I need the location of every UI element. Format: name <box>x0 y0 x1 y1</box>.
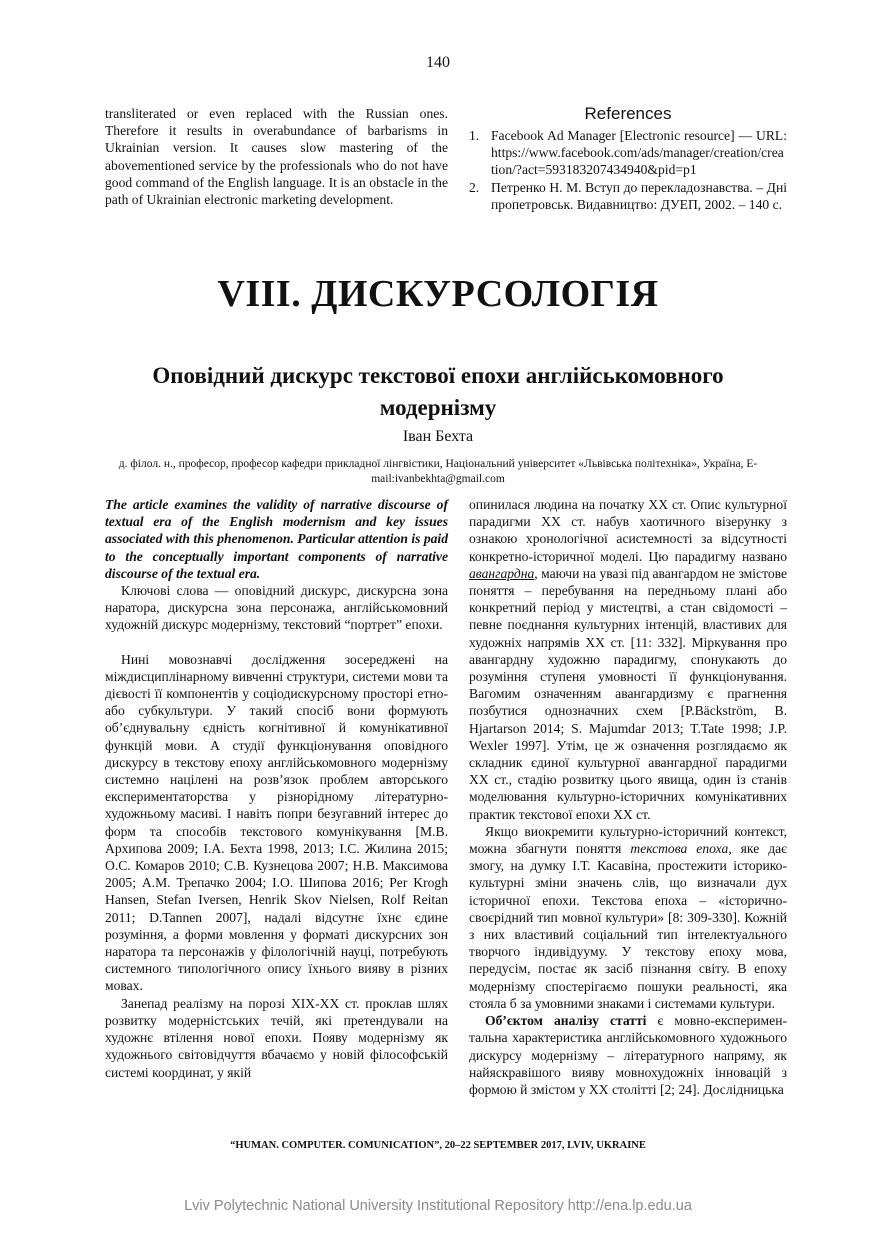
reference-text: Facebook Ad Manager [Electronic resource] — URL: https://www.facebook.com/ads/manager/creation/creation/?act=593183207434940&pid=p1 <box>491 128 787 178</box>
term-textual-era: текстова епоха <box>630 841 729 857</box>
article-title: Оповідний дискурс текстової епохи англійськомовного модернізму <box>152 363 724 420</box>
body-paragraph-4 <box>469 823 787 1012</box>
object-of-analysis-label: Об’єктом аналізу статті <box>485 1013 647 1029</box>
reference-item <box>469 179 787 213</box>
body-paragraph-3 <box>469 496 787 823</box>
body-paragraph-2: Занепад реалізму на порозі XIX-XX ст. проклав шлях розвитку модерністських течій, які претендували на художнє втілення нової епохи. Появу модернізму як художнього світовідчуття вбачаємо у новій філософській системі координат, у якій <box>105 995 448 1080</box>
references-title: References <box>584 104 672 123</box>
conference-footer: “HUMAN. COMPUTER. COMUNICATION”, 20–22 SEPTEMBER 2017, LVIV, UKRAINE <box>230 1140 646 1151</box>
reference-item <box>469 127 787 179</box>
term-avant-garde: авангардна <box>469 565 535 581</box>
author-affiliation: д. філол. н., професор, професор кафедри прикладної лінгвістики, Національний університет «Львівська політехніка», Україна, E-mail:ivanbekhta@gmail.com <box>118 458 758 485</box>
text-run: , яке дає змогу, на думку І.Т. Касавіна, простежити історико-культурні зміни значень слів, що визначали дух історичної епохи. Текстова епоха – «історично-своєрідний тип мовної культури» [8: 309-330]. Кожній з них властивий соціальний тип інтелектуального творчого індивідууму. У текстову епоху мова, передусім, постає як засіб пізнання світу. В епоху модернізму спостерігаємо пошуки реальності, яка стояла б за умовними знаками і системами культури. <box>469 841 787 1011</box>
article-left-column <box>105 496 448 1081</box>
text-run: опинилася людина на початку XX ст. Опис культурної парадигми XX ст. набув хаотичного візерунку з ознакою хронологічної асистемності за відсутності конкретно-історичної моделі. Цю парадигму названо <box>469 497 787 564</box>
body-paragraph-5 <box>469 1012 787 1098</box>
reference-number: 1. <box>469 128 480 143</box>
text-run: Якщо виокремити культурно-історичний контекст, можна збагнути поняття <box>469 823 787 857</box>
article-right-column <box>469 496 787 1098</box>
page-number: 140 <box>426 54 450 71</box>
closing-paragraph: transliterated or even replaced with the Russian ones. Therefore it results in overabundance of barbarisms in Ukrainian version. It causes slow mastering of the abovementioned service by the professionals who do not have good command of the English language. It is an obstacle in the path of Ukrainian electronic marketing development. <box>105 106 448 208</box>
author-name: Іван Бехта <box>402 428 474 445</box>
section-heading: VIII. ДИСКУРСОЛОГІЯ <box>217 273 659 315</box>
body-paragraph-1: Нині мовознавчі дослідження зосереджені на міждисциплінарному вивченні структури, системи мови та дієвості її компонентів у соціодискурсному просторі етно- або субкультури. У такий спосіб вони формують об’єднувальну єдність когнітивної й комунікативної функцій мови. А студії функціонування оповідного дискурсу в текстову епоху англійськомовного модернізму системно націлені на розв’язок проблем авторського експериментаторства у різнорідному літературно-художньому масиві. І навіть попри безугавний інтерес до форм та способів текстового комунікування [М.В. Архипова 2009; І.А. Бехта 1998, 2013; І.С. Жилина 2015; О.С. Комаров 2010; С.В. Кузнецова 2007; Н.В. Максимова 2005; А.М. Трепачко 2004; І.О. Шипова 2016; Per Krogh Hansen, Stefan Iversen, Henrik Skov Nielsen, Rolf Reitan 2011; D.Tannen 2007], надалі відсутнє їхнє єдине розуміння, а форми мовлення у форматі дискурсних зон наратора та персонажів у філологічній науці, потребують системного типологічного опису їхнього вияву в різних мовах. <box>105 651 448 994</box>
reference-number: 2. <box>469 179 480 195</box>
references-list <box>469 127 787 213</box>
text-run: є мовно-експериментальна характеристика англійськомовного художнього дискурсу модернізму – літературного напряму, як найяскравішого вияву мовнохудожніх інновацій з формою й змістом у XX столітті [2; 24]. Дослідницька <box>469 1013 787 1097</box>
spacer <box>105 634 448 651</box>
repository-watermark: Lviv Polytechnic National University Institutional Repository http://ena.lp.edu.ua <box>184 1198 692 1214</box>
text-run: , маючи на увазі під авангардом не змістове поняття – перебування на передньому плані або конкретний період у мистецтві, а стан свідомості – певне поєднання культурних інтенцій, властивих для художніх напрямів XX ст. [11: 332]. Міркування про авангардну художню парадигму, спонукають до розуміння ступеня умовності її функціонування. Вагомим означенням авангардизму є прагнення позбутися однозначних схем [P.Bäckström, B. Hjartarson 2014; S. Majumdar 2013; T.Tate 1998; J.P. Wexler 1997]. Утім, це ж означення розглядаємо як складник єдиної культурної авангардної парадигми XX ст., стадію розвитку цього явища, один із станів моделювання культурно-історичних комунікативних практик текстової епохи XX ст. <box>469 565 787 822</box>
references-section <box>469 104 787 213</box>
keywords: Ключові слова — оповідний дискурс, дискурсна зона наратора, дискурсна зона персонажа, англійськомовний художній дискурс модернізму, текстовий “портрет” епохи. <box>105 583 448 633</box>
abstract: The article examines the validity of narrative discourse of textual era of the English modernism and key issues associated with this phenomenon. Particular attention is paid to the conceptually important components of narrative discourse of the textual era. <box>105 497 448 581</box>
reference-text: Петренко Н. М. Вступ до перекладознавства. – Дніпропетровськ. Видавництво: ДУЕП, 2002. – 140 с. <box>491 179 787 212</box>
previous-article-closing <box>105 105 448 208</box>
